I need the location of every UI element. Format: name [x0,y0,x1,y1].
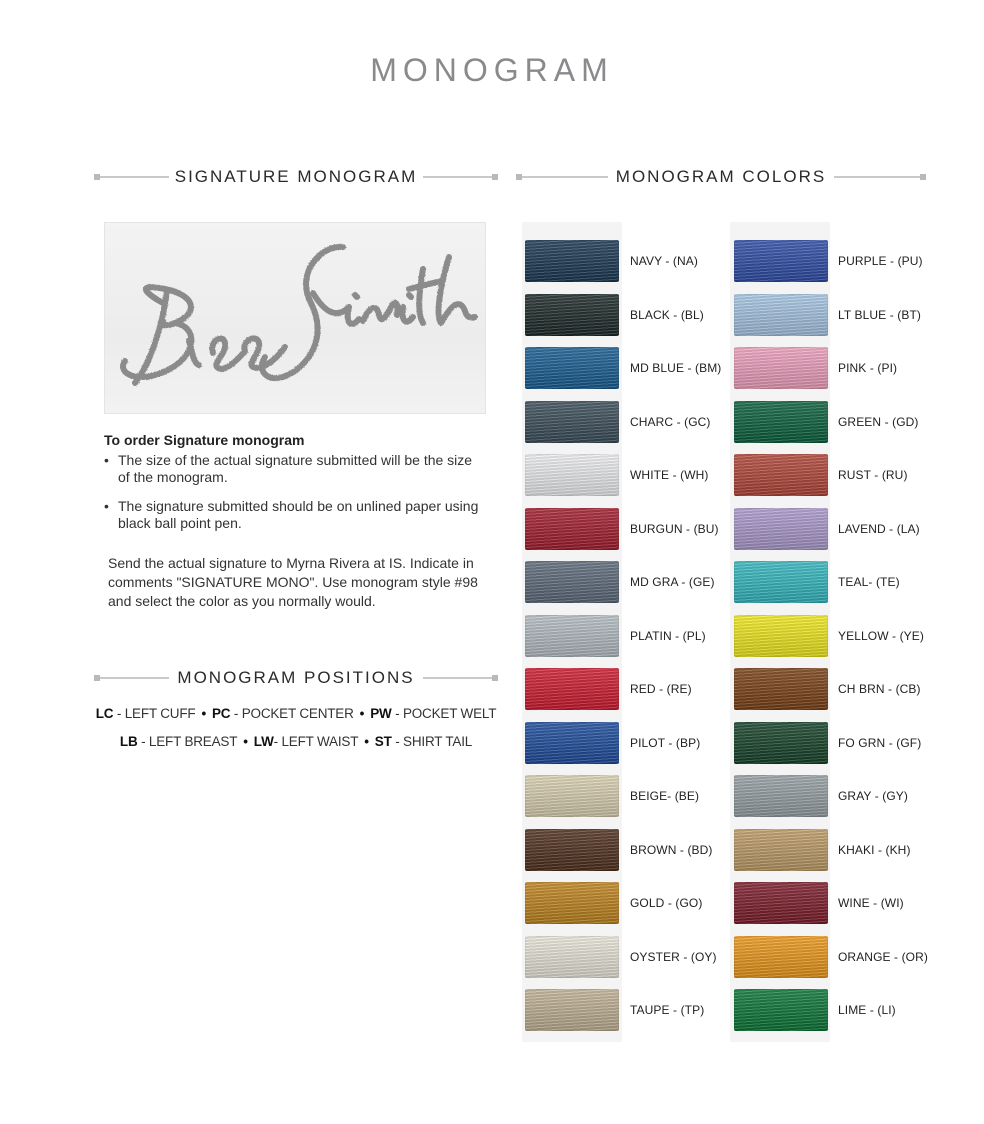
color-swatch [525,668,619,710]
color-label: FO GRN - (GF) [838,735,922,750]
color-swatch [734,508,828,550]
section-title: MONOGRAM COLORS [615,167,827,186]
bullet-dot-icon: • [104,498,109,514]
send-signature-instructions: Send the actual signature to Myrna Rivera at IS. Indicate in comments "SIGNATURE MONO". Use monogram style #98 and select the color as you normally would. [108,555,478,609]
color-swatch [734,668,828,710]
color-swatch [734,240,828,282]
position-label: - LEFT CUFF [113,706,196,721]
color-label: BLACK - (BL) [630,307,704,322]
color-swatch [525,722,619,764]
position-code: LC [95,706,114,721]
divider [94,176,169,178]
color-swatch [734,294,828,336]
color-swatch [734,775,828,817]
color-swatch [734,829,828,871]
position-code: PC [211,706,231,721]
color-label: PURPLE - (PU) [838,254,923,268]
bullet-dot-icon: • [104,452,109,468]
separator-dot: • [243,734,248,749]
order-instructions-list [104,452,484,544]
position-label: - LEFT WAIST [273,734,359,749]
color-label: MD BLUE - (BM) [630,361,722,375]
section-title: MONOGRAM POSITIONS [177,668,415,687]
color-label: ORANGE - (OR) [838,949,928,964]
color-label: KHAKI - (KH) [838,842,911,857]
position-label: - POCKET WELT [391,706,497,721]
color-label: LT BLUE - (BT) [838,307,921,322]
signature-monogram-heading [94,167,498,187]
color-label: BROWN - (BD) [630,842,713,857]
color-label: TEAL- (TE) [838,575,900,589]
list-item-text: The size of the actual signature submitted will be the size of the monogram. [118,452,473,485]
color-swatch [525,294,619,336]
positions-line-2 [94,734,498,749]
position-code: ST [374,734,392,749]
color-swatch [734,936,828,978]
color-swatch [734,882,828,924]
list-item-text: The signature submitted should be on unlined paper using black ball point pen. [118,498,479,531]
color-label: NAVY - (NA) [630,254,698,268]
monogram-positions-heading [94,668,498,688]
color-swatch [525,989,619,1031]
color-swatch [525,454,619,496]
color-label: TAUPE - (TP) [630,1003,705,1017]
divider [423,677,498,679]
color-swatch [525,936,619,978]
color-label: BEIGE- (BE) [630,789,700,803]
separator-dot: • [201,706,206,721]
color-swatch [525,561,619,603]
signature-sample-image [104,222,486,414]
color-label: OYSTER - (OY) [630,949,717,964]
color-swatch [525,347,619,389]
divider [834,176,926,178]
color-label: YELLOW - (YE) [838,628,924,643]
color-swatch [525,775,619,817]
position-label: - SHIRT TAIL [391,734,473,749]
list-item [104,452,484,486]
color-label: WHITE - (WH) [630,468,709,482]
color-swatch [734,401,828,443]
embroidered-signature [105,223,485,413]
color-swatch [734,989,828,1031]
color-swatch [525,882,619,924]
color-label: MD GRA - (GE) [630,575,715,589]
color-label: WINE - (WI) [838,896,904,910]
color-label: RED - (RE) [630,682,692,696]
color-swatch [734,615,828,657]
monogram-colors-heading [516,167,926,187]
position-code: PW [370,706,392,721]
page-title: MONOGRAM [370,52,614,88]
color-label: GRAY - (GY) [838,789,908,803]
color-label: CH BRN - (CB) [838,682,921,696]
separator-dot: • [359,706,365,721]
separator-dot: • [364,734,369,749]
color-label: PLATIN - (PL) [630,628,706,643]
divider [516,176,608,178]
color-label: PINK - (PI) [838,361,898,375]
color-label: PILOT - (BP) [630,735,701,750]
divider [423,176,498,178]
positions-line-1 [94,706,498,721]
color-label: RUST - (RU) [838,468,908,482]
color-swatch [525,401,619,443]
color-swatch [525,240,619,282]
list-item [104,498,484,532]
color-swatch [734,347,828,389]
color-swatch [525,829,619,871]
color-label: GREEN - (GD) [838,414,919,429]
position-label: - LEFT BREAST [137,734,238,749]
color-label: LIME - (LI) [838,1003,896,1017]
divider [94,677,169,679]
order-signature-heading: To order Signature monogram [104,432,305,448]
color-swatch [525,615,619,657]
position-code: LB [119,734,138,749]
position-label: - POCKET CENTER [230,706,354,721]
position-code: LW [253,734,274,749]
color-swatch [734,454,828,496]
color-swatch [525,508,619,550]
color-swatch [734,561,828,603]
color-label: BURGUN - (BU) [630,521,719,536]
color-label: LAVEND - (LA) [838,521,920,536]
section-title: SIGNATURE MONOGRAM [174,167,418,186]
color-label: GOLD - (GO) [630,896,703,910]
color-swatch [734,722,828,764]
color-label: CHARC - (GC) [630,414,711,429]
